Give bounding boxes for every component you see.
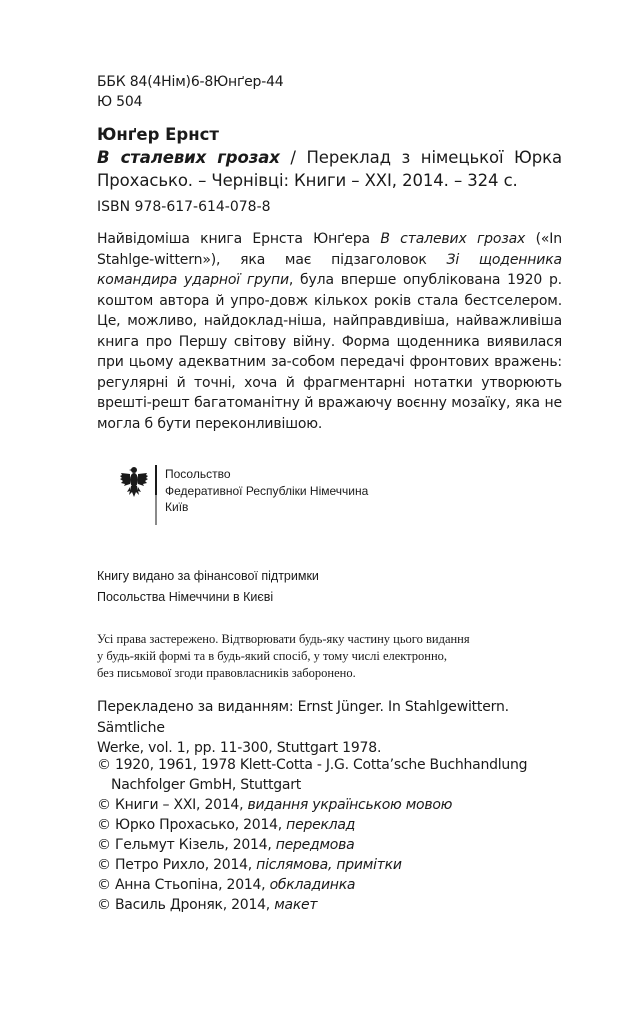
embassy-line-2: Федеративної Республіки Німеччина (165, 483, 369, 498)
translated-from (97, 697, 562, 759)
copyright-line: © Петро Рихло, 2014, післямова, примітки (97, 857, 402, 873)
annotation-text-3: , була вперше опублікована 1920 р. коштом автора й упро-довж кількох років стала бестселером. Це, можливо, найдоклад-ніша, найправдивіша, найважливіша книга про Першу світову війну. Форма щоденника виявилася при цьому адекватним за-собом передачі фронтових вражень: регулярні й точні, хоча й фрагментарні нотатки утворюють врешті-решт багатоманітну й вражаючу воєнну мозаїку, яка не могла б бути переконливішою. (97, 272, 562, 432)
translated-line-1: Перекладено за виданням: Ernst Jünger. In Stahlgewittern. Sämtliche (97, 699, 509, 736)
bbk-code: ББК 84(4Нім)6-8Юнґер-44 (97, 74, 284, 90)
copyright-line: © Книги – XXI, 2014, видання українською мовою (97, 797, 453, 813)
embassy-name (165, 466, 465, 516)
flag-bar-gold (155, 495, 157, 525)
copyright-line: © Гельмут Кізель, 2014, передмова (97, 837, 355, 853)
bibliographic-description (97, 146, 562, 192)
bibliographic-rest: / Переклад з німецької Юрка Прохасько. – Чернівці: Книги – XXI, 2014. – 324 с. (97, 148, 562, 190)
copyright-line: © 1920, 1961, 1978 Klett-Cotta - J.G. Cotta’sche Buchhandlung (97, 757, 528, 773)
copyright-list (97, 755, 567, 915)
copyright-line: Nachfolger GmbH, Stuttgart (111, 777, 301, 793)
rights-line-1: Усі права застережено. Відтворювати будь-яку частину цього видання (97, 632, 470, 646)
flag-bar (155, 465, 157, 525)
annotation-text-1: Найвідоміша книга Ернста Юнґера (97, 231, 381, 247)
isbn: ISBN 978-617-614-078-8 (97, 199, 271, 215)
copyright-line: © Василь Дроняк, 2014, макет (97, 897, 318, 913)
rights-line-2: у будь-якій формі та в будь-який спосіб, у тому числі електронно, (97, 649, 448, 663)
translated-line-2: Werke, vol. 1, pp. 11-300, Stuttgart 1978. (97, 740, 382, 756)
embassy-line-3: Київ (165, 500, 189, 514)
embassy-line-1: Посольство (165, 467, 231, 481)
annotation-subtitle: Зі щоденника командира ударної групи (97, 251, 562, 288)
udc-code: Ю 504 (97, 94, 143, 110)
annotation-text-2: («In Stahlge-wittern»), яка має підзаголовок (97, 231, 562, 268)
copyright-line: © Анна Стьопіна, 2014, обкладинка (97, 877, 356, 893)
rights-line-3: без письмової згоди правовласників заборонено. (97, 666, 356, 680)
imprint-block (97, 72, 562, 434)
annotation-title: В сталевих грозах (380, 231, 526, 247)
support-note (97, 566, 319, 607)
support-line-2: Посольства Німеччини в Києві (97, 589, 274, 604)
copyright-line: © Юрко Прохасько, 2014, переклад (97, 817, 356, 833)
author-name: Юнґер Ернст (97, 125, 219, 144)
federal-eagle-icon (120, 465, 148, 501)
rights-notice (97, 631, 537, 682)
support-line-1: Книгу видано за фінансової підтримки (97, 569, 319, 583)
book-title: В сталевих грозах (97, 148, 280, 167)
annotation (97, 229, 562, 434)
